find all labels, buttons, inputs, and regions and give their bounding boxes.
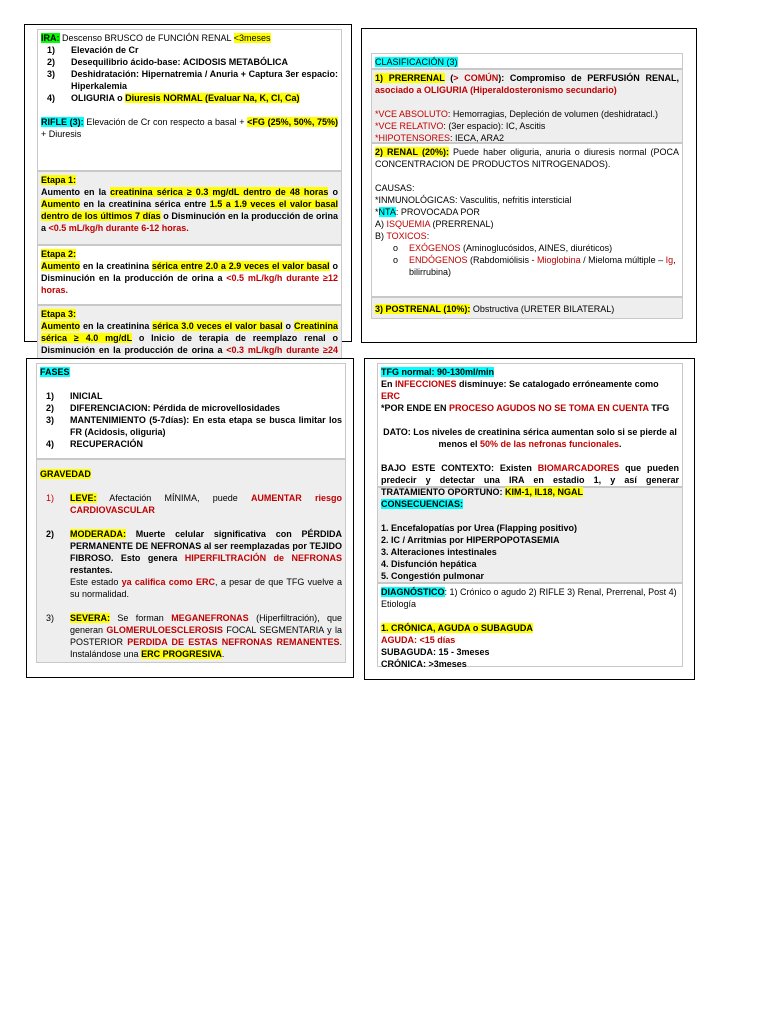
list-item: o EXÓGENOS (Aminoglucósidos, AINES, diuréticos)	[393, 243, 613, 253]
list-item: 2) Desequilibrio ácido-base: ACIDOSIS METABÓLICA	[47, 57, 289, 67]
list-item: 4) OLIGURIA o Diuresis NORMAL (Evaluar Na, K, Cl, Ca)	[47, 93, 300, 103]
postrenal-label: 3) POSTRENAL (10%):	[375, 304, 471, 314]
etapa-1: Etapa 1: Aumento en la creatinina sérica ≥ 0.3 mg/dL dentro de 48 horas o Aumento en la creatinina sérica entre 1.5 a 1.9 veces el valor basal dentro de los últimos 7 días o Disminución en la producción de orina a <0.5 mL/kg/h durante 6-12 horas.	[37, 171, 342, 245]
list-item: 3) SEVERA: Se forman MEGANEFRONAS (Hiperfiltración), que generan GLOMERULOESCLEROSIS FOCAL SEGMENTARIA y la POSTERIOR PERDIDA DE ESTAS NEFRONAS REMANENTES. Instalándose una ERC PROGRESIVA.	[46, 613, 342, 659]
card-ira	[24, 24, 352, 355]
list-item: o ENDÓGENOS (Rabdomiólisis - Mioglobina / Mieloma múltiple – Ig, bilirrubina)	[393, 255, 676, 277]
postrenal-section: 3) POSTRENAL (10%): Obstructiva (URETER BILATERAL)	[371, 297, 683, 319]
gravedad-list	[40, 492, 342, 516]
ira-section: IRA: Descenso BRUSCO de FUNCIÓN RENAL <3meses 1) Elevación de Cr 2) Desequilibrio ácido-base: ACIDOSIS METABÓLICA 3) Deshidratación: Hipernatremia / Anuria + Captura 3er espacio: Hiperkalemia 4) OLIGURIA o Diuresis NORMAL (Evaluar Na, K, Cl, Ca) RIFLE (3): Elevación de Cr con respecto a basal + <FG (25%, 50%, 75%) + Diuresis	[37, 29, 342, 171]
ira-label: IRA:	[41, 33, 60, 43]
etapa-3-title: Etapa 3:	[41, 309, 77, 319]
list-item: 1. Encefalopatías por Urea (Flapping positivo)	[381, 523, 578, 533]
list-item: 3. Alteraciones intestinales	[381, 547, 497, 557]
fases-list	[40, 390, 342, 450]
etapa-2: Etapa 2: Aumento en la creatinina sérica entre 2.0 a 2.9 veces el valor basal o Disminución en la producción de orina a <0.5 mL/kg/h durante ≥12 horas.	[37, 245, 342, 305]
gravedad-title: GRAVEDAD	[40, 469, 91, 479]
rifle-label: RIFLE (3):	[41, 117, 84, 127]
list-item: 2) DIFERENCIACION: Pérdida de microvellosidades	[46, 403, 281, 413]
card-clasificacion	[361, 28, 697, 343]
card-tfg	[364, 358, 695, 680]
card-fases	[26, 358, 354, 678]
list-item: 3) MANTENIMIENTO (5-7días): En esta etapa se busca limitar los FR (Acidosis, oliguria)	[46, 415, 342, 437]
ira-time: <3meses	[233, 33, 271, 43]
rifle-line: RIFLE (3): Elevación de Cr con respecto a basal + <FG (25%, 50%, 75%) + Diuresis	[41, 117, 339, 139]
prerrenal-label: 1) PRERRENAL	[375, 73, 445, 83]
list-item: 4. Disfunción hepática	[381, 559, 477, 569]
list-item: 5. Congestión pulmonar	[381, 571, 485, 581]
clasificacion-title: CLASIFICACIÓN (3)	[375, 57, 458, 67]
diagnostico-section: DIAGNÓSTICO: 1) Crónico o agudo 2) RIFLE 3) Renal, Prerrenal, Post 4) Etiología 1. CRÓNICA, AGUDA o SUBAGUDA AGUDA: <15 días SUBAGUDA: 15 - 3meses CRÓNICA: >3meses	[377, 583, 683, 667]
etapa-3: Etapa 3: Aumento en la creatinina sérica 3.0 veces el valor basal o Creatinina sérica ≥ 4.0 mg/dL o Inicio de terapia de reemplazo renal o Disminución en la producción de orina a <0.3 mL/kg/h durante ≥24	[37, 305, 342, 367]
renal-label: 2) RENAL (20%):	[375, 147, 449, 157]
tfg-section: TFG normal: 90-130ml/min En INFECCIONES disminuye: Se catalogado erróneamente como ERC *POR ENDE EN PROCESO AGUDOS NO SE TOMA EN CUENTA TFG DATO: Los niveles de creatinina sérica aumentan solo si se pierde al menos el 50% de las nefronas funcionales. BAJO ESTE CONTEXTO: Existen BIOMARCADORES que pueden predecir y detectar una IRA en estadio 1, y así generar TRATAMIENTO OPORTUNO: KIM-1, IL18, NGAL	[377, 363, 683, 487]
ira-list	[41, 44, 338, 104]
etapa-1-title: Etapa 1:	[41, 175, 77, 185]
fases-section	[36, 363, 346, 459]
list-item: 3) Deshidratación: Hipernatremia / Anuria + Captura 3er espacio: Hiperkalemia	[47, 69, 338, 91]
list-item: 1) LEVE: Afectación MÍNIMA, puede AUMENTAR riesgo CARDIOVASCULAR	[46, 493, 342, 515]
list-item: 1) Elevación de Cr	[47, 45, 139, 55]
list-item: 2. IC / Arritmias por HIPERPOPOTASEMIA	[381, 535, 560, 545]
gravedad-section	[36, 459, 346, 663]
tfg-normal: TFG normal: 90-130ml/min	[381, 367, 495, 377]
prerrenal-section: 1) PRERRENAL (> COMÚN): Compromiso de PERFUSIÓN RENAL, asociado a OLIGURIA (Hiperaldosteronismo secundario) *VCE ABSOLUTO: Hemorragias, Depleción de volumen (deshidratacl.) *VCE RELATIVO: (3er espacio): IC, Ascitis *HIPOTENSORES: IECA, ARA2	[371, 69, 683, 143]
list-item: 2) MODERADA: Muerte celular significativa con PÉRDIDA PERMANENTE DE NEFRONAS al ser reemplazadas por TEJIDO FIBROSO. Esto genera HIPERFILTRACIÓN de NEFRONAS restantes. Este estado ya califica como ERC, a pesar de que TFG vuelve a su normalidad.	[46, 529, 342, 599]
toxicos-list	[375, 242, 679, 278]
cronica-title: 1. CRÓNICA, AGUDA o SUBAGUDA	[381, 623, 533, 633]
fases-title: FASES	[40, 367, 70, 377]
etapa-2-title: Etapa 2:	[41, 249, 77, 259]
clasificacion-header	[371, 53, 683, 69]
diagnostico-label: DIAGNÓSTICO	[381, 587, 445, 597]
renal-section: 2) RENAL (20%): Puede haber oliguria, anuria o diuresis normal (POCA CONCENTRACION DE PRODUCTOS NITROGENADOS). CAUSAS: *INMUNOLÓGICAS: Vasculitis, nefritis intersticial *NTA: PROVOCADA POR A) ISQUEMIA (PRERRENAL) B) TOXICOS: o EXÓGENOS (Aminoglucósidos, AINES, diuréticos) o ENDÓGENOS (Rabdomiólisis - Mioglobina / Mieloma múltiple – Ig, bilirrubina)	[371, 143, 683, 297]
consecuencias-section	[377, 487, 683, 583]
list-item: 4) RECUPERACIÓN	[46, 439, 144, 449]
list-item: 1) INICIAL	[46, 391, 103, 401]
consecuencias-title: CONSECUENCIAS:	[381, 499, 464, 509]
